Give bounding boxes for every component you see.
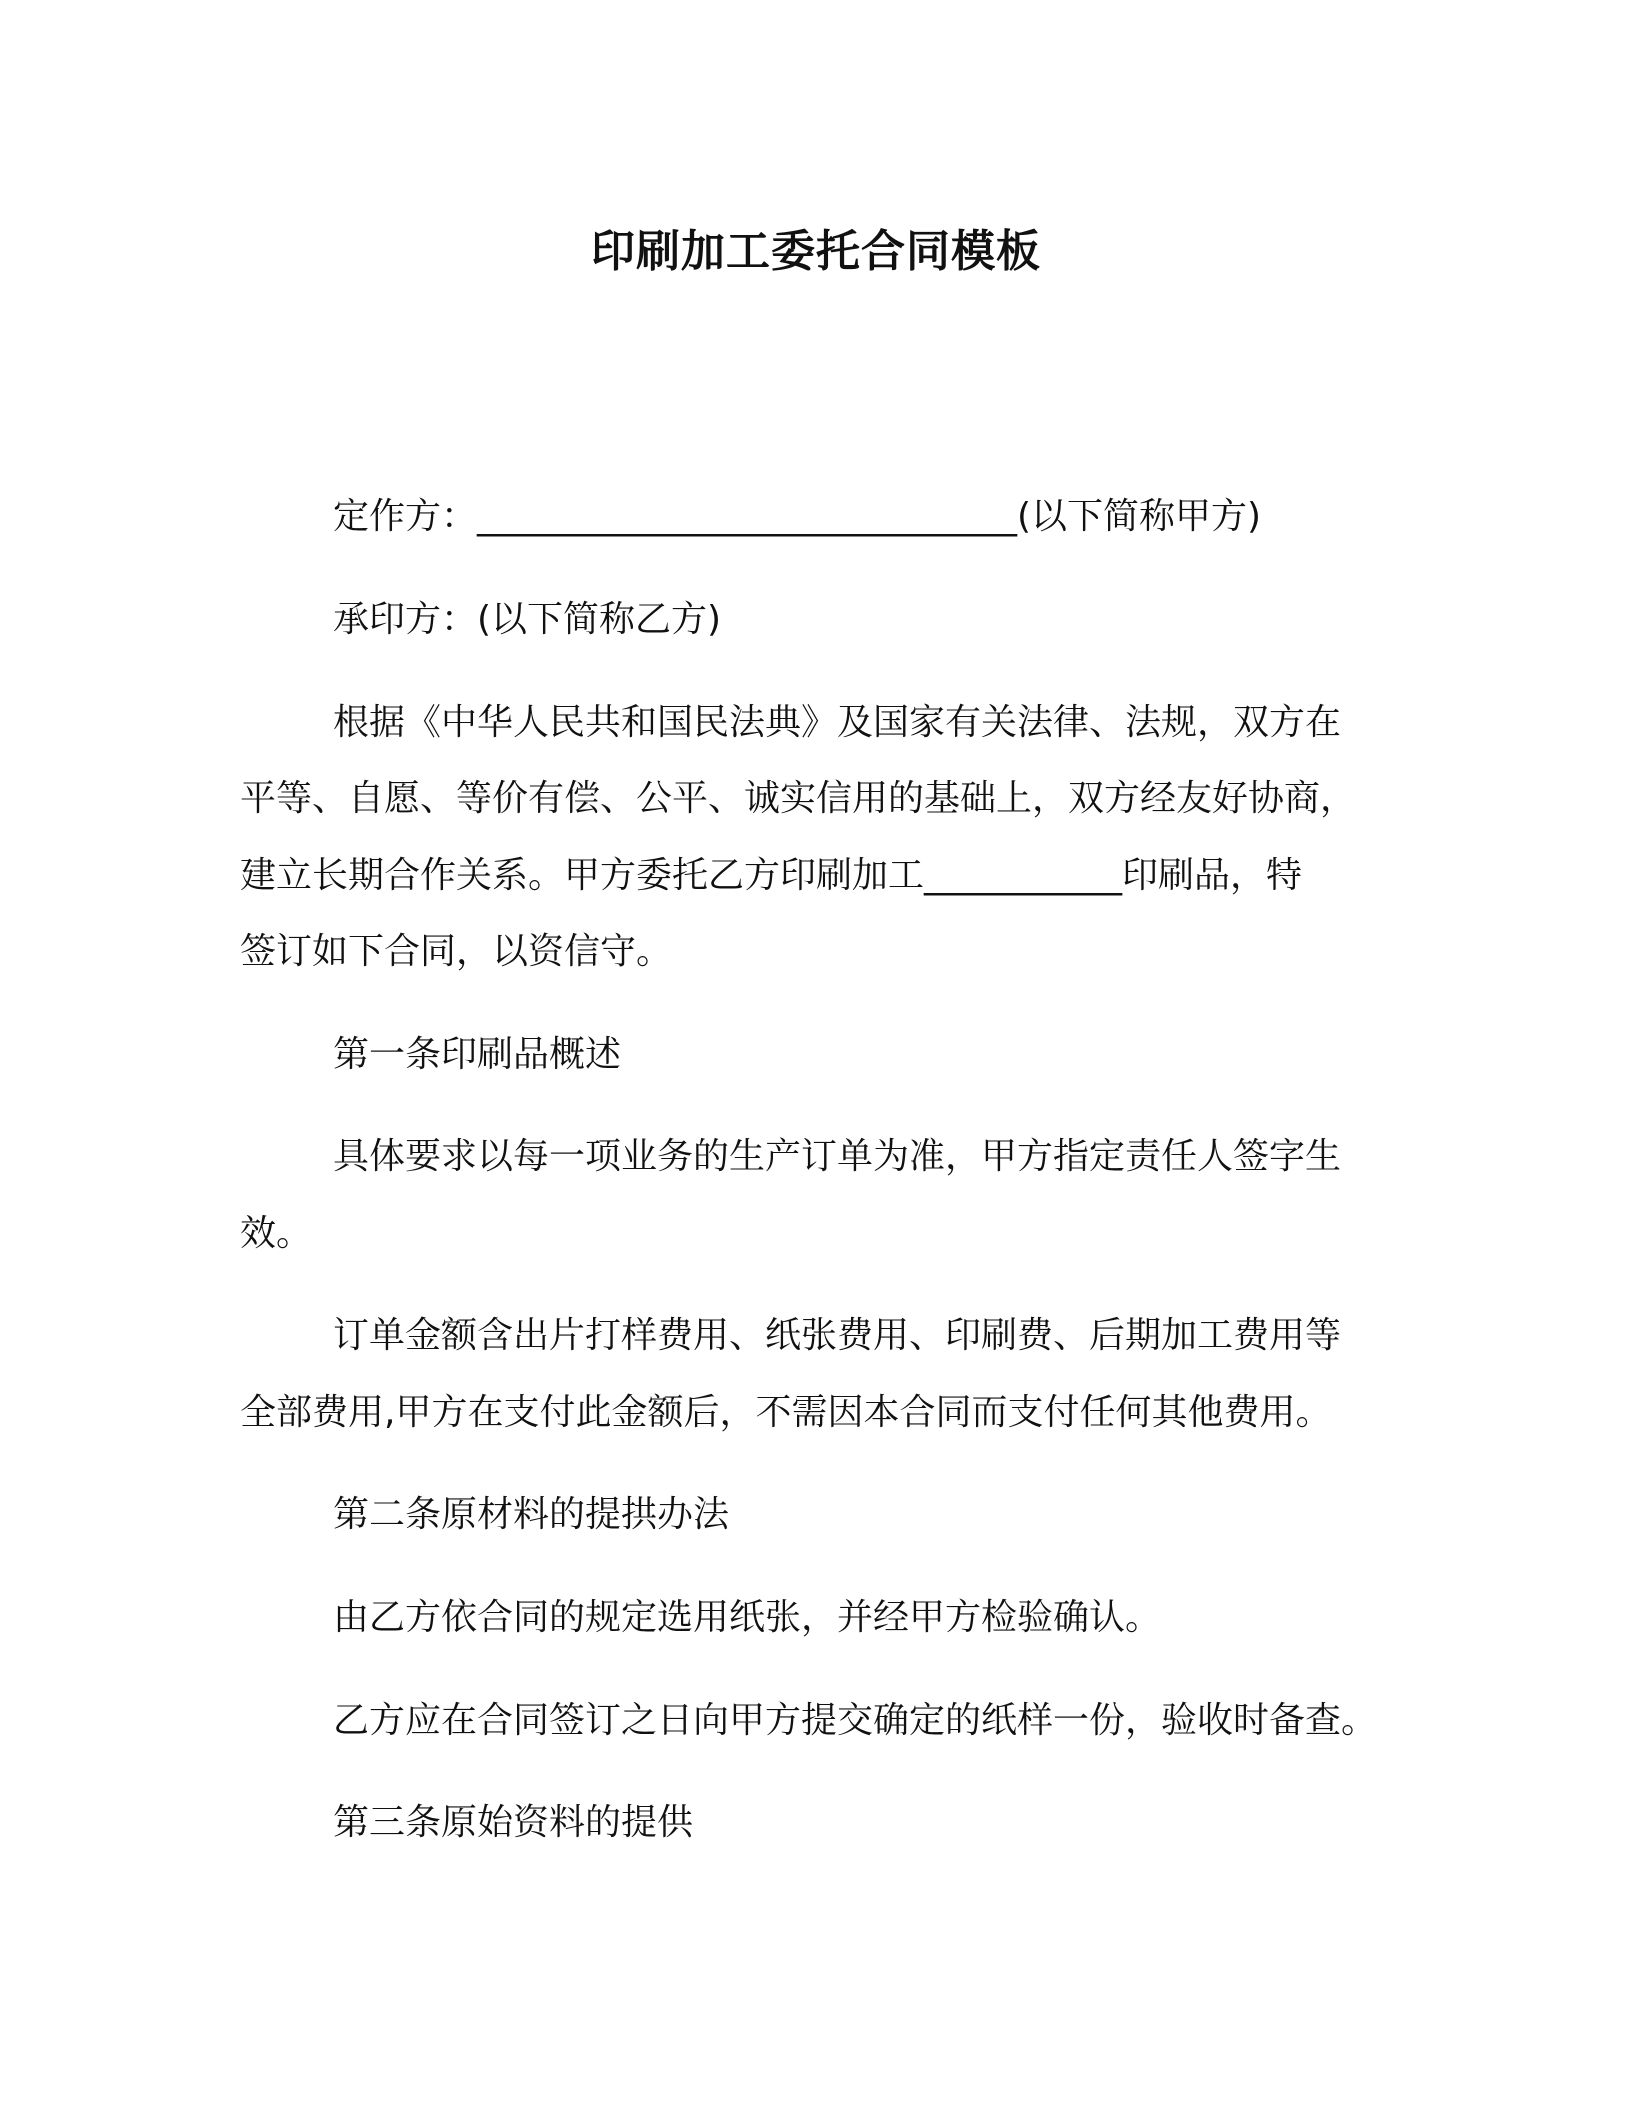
document-title: 印刷加工委托合同模板: [591, 226, 1041, 277]
article-1-para-1-line-1: 具体要求以每一项业务的生产订单为准，甲方指定责任人签字生: [333, 1136, 1342, 1177]
article-1-para-2-line-2: 全部费用,甲方在支付此金额后，不需因本合同而支付任何其他费用。: [240, 1392, 1332, 1433]
party-b-line: 承印方：(以下简称乙方): [333, 599, 722, 640]
article-2-para-2: 乙方应在合同签订之日向甲方提交确定的纸样一份，验收时备查。: [333, 1700, 1378, 1741]
article-2-heading: 第二条原材料的提拱办法: [333, 1494, 730, 1535]
article-3-heading: 第三条原始资料的提供: [333, 1802, 694, 1843]
article-2-para-1: 由乙方依合同的规定选用纸张，并经甲方检验确认。: [333, 1597, 1162, 1638]
article-1-para-2-line-1: 订单金额含出片打样费用、纸张费用、印刷费、后期加工费用等: [333, 1315, 1342, 1356]
party-a-line: 定作方：______________________________(以下简称甲方): [333, 496, 1262, 537]
preamble-line-2: 平等、自愿、等价有偿、公平、诚实信用的基础上，双方经友好协商，: [240, 778, 1357, 819]
article-1-heading: 第一条印刷品概述: [333, 1034, 622, 1075]
preamble-line-4: 签订如下合同，以资信守。: [240, 931, 673, 972]
preamble-line-3: 建立长期合作关系。甲方委托乙方印刷加工___________印刷品，特: [240, 855, 1303, 896]
article-1-para-1-line-2: 效。: [240, 1213, 313, 1254]
preamble-line-1: 根据《中华人民共和国民法典》及国家有关法律、法规，双方在: [333, 702, 1342, 743]
